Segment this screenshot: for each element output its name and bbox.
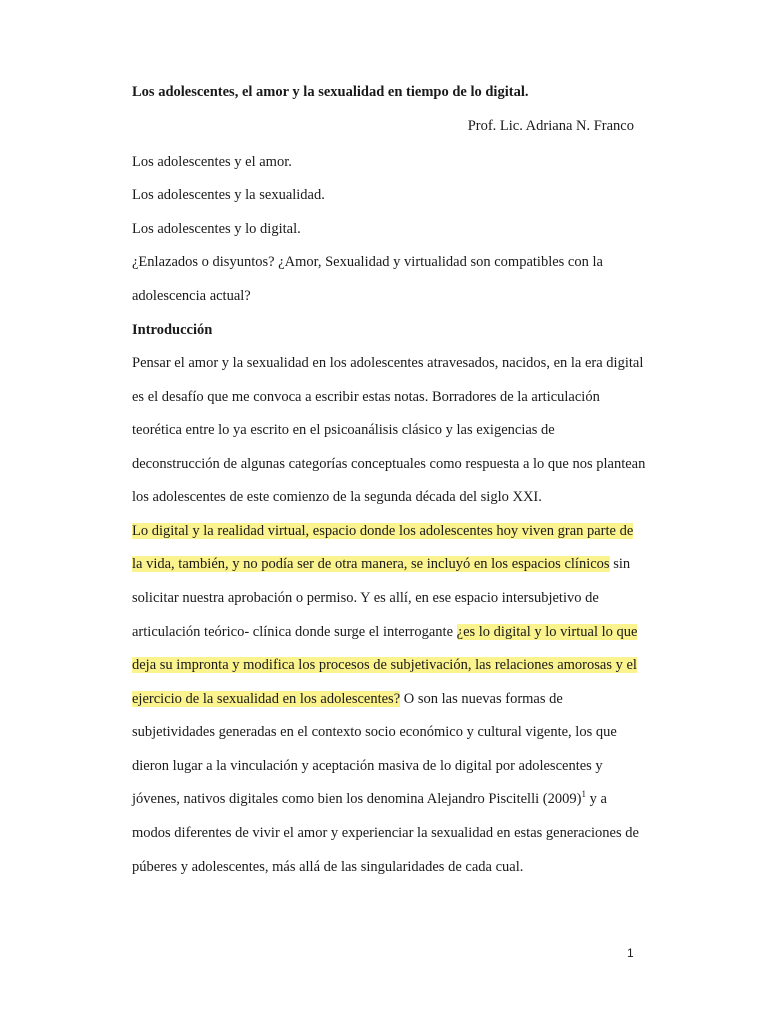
highlighted-text: deja su impronta y modifica los procesos de subjetivación, las relaciones amorosas y el <box>132 657 637 673</box>
text-run: O son las nuevas formas de <box>400 691 563 707</box>
text-run: sin <box>609 556 631 572</box>
page-number: 1 <box>627 946 634 960</box>
text-run: y a <box>585 791 607 807</box>
paragraph-line: Pensar el amor y la sexualidad en los adolescentes atravesados, nacidos, en la era digital <box>132 355 644 371</box>
highlighted-text: Lo digital y la realidad virtual, espacio donde los adolescentes hoy viven gran parte de <box>132 523 634 539</box>
paragraph-line: solicitar nuestra aprobación o permiso. Y es allí, en ese espacio intersubjetivo de <box>132 590 599 606</box>
footnote-marker[interactable]: 1 <box>581 789 586 800</box>
intro-line: ¿Enlazados o disyuntos? ¿Amor, Sexualidad y virtualidad son compatibles con la <box>132 254 603 270</box>
paragraph-line: púberes y adolescentes, más allá de las singularidades de cada cual. <box>132 859 524 875</box>
highlighted-text: ejercicio de la sexualidad en los adolescentes? <box>132 691 401 707</box>
intro-line: adolescencia actual? <box>132 288 251 304</box>
paragraph-line: subjetividades generadas en el contexto socio económico y cultural vigente, los que <box>132 724 617 740</box>
paragraph-line <box>132 655 637 675</box>
paragraph-line <box>132 521 633 541</box>
paragraph-line: teorética entre lo ya escrito en el psicoanálisis clásico y las exigencias de <box>132 422 555 438</box>
highlighted-text: ¿es lo digital y lo virtual lo que <box>456 624 638 640</box>
paragraph-line <box>132 554 630 574</box>
text-run: articulación teórico- clínica donde surge el interrogante <box>132 624 457 640</box>
paragraph-line: deconstrucción de algunas categorías conceptuales como respuesta a lo que nos plantean <box>132 456 646 472</box>
paragraph-line: modos diferentes de vivir el amor y experienciar la sexualidad en estas generaciones de <box>132 825 639 841</box>
intro-line: Los adolescentes y la sexualidad. <box>132 187 325 203</box>
paragraph-line: los adolescentes de este comienzo de la segunda década del siglo XXI. <box>132 489 542 505</box>
paragraph-line: dieron lugar a la vinculación y aceptación masiva de lo digital por adolescentes y <box>132 758 603 774</box>
paragraph-line <box>132 622 637 642</box>
paragraph-line: es el desafío que me convoca a escribir estas notas. Borradores de la articulación <box>132 389 600 405</box>
intro-line: Los adolescentes y lo digital. <box>132 221 301 237</box>
paragraph-line <box>132 789 607 809</box>
document-title: Los adolescentes, el amor y la sexualidad en tiempo de lo digital. <box>132 84 529 100</box>
text-run: jóvenes, nativos digitales como bien los denomina Alejandro Piscitelli (2009) <box>132 791 582 807</box>
paragraph-line <box>132 689 563 709</box>
highlighted-text: la vida, también, y no podía ser de otra manera, se incluyó en los espacios clínicos <box>132 556 610 572</box>
author-line: Prof. Lic. Adriana N. Franco <box>467 118 634 134</box>
section-heading: Introducción <box>132 322 213 338</box>
intro-line: Los adolescentes y el amor. <box>132 154 292 170</box>
